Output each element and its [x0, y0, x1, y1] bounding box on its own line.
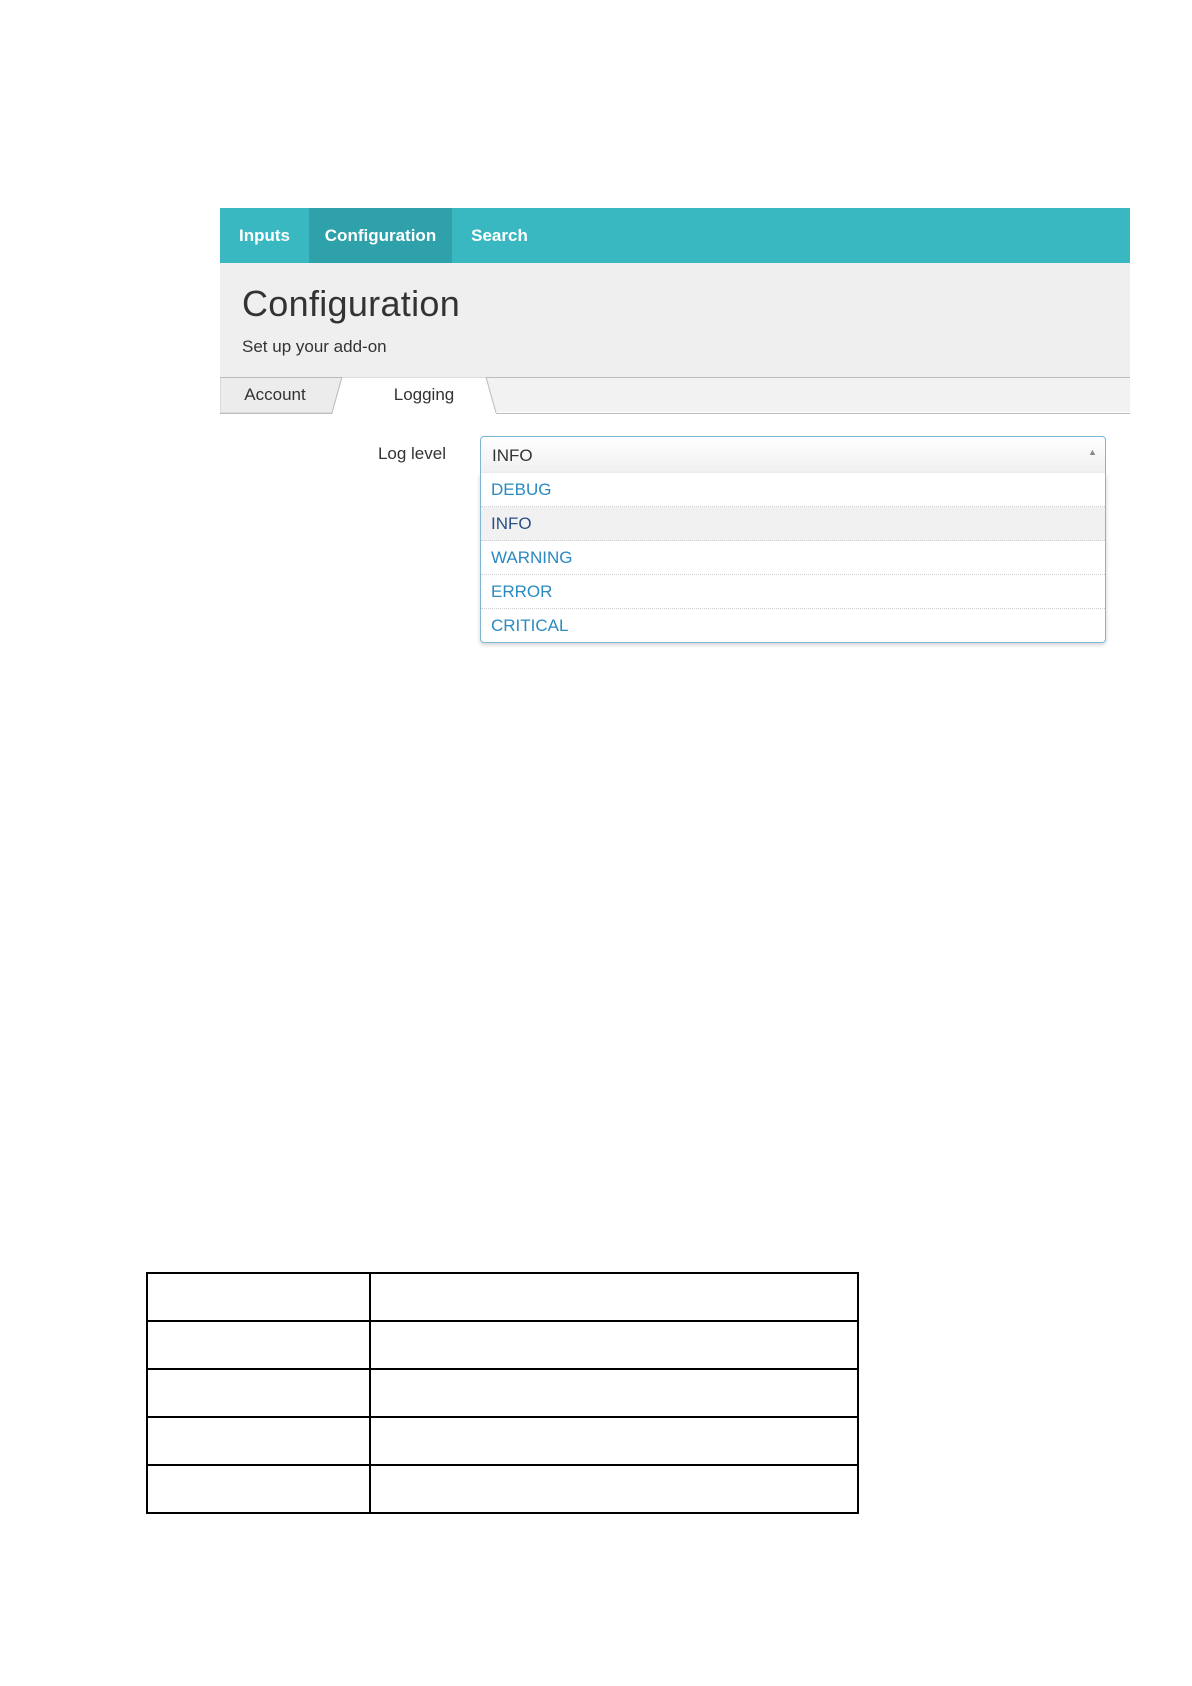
- option-debug[interactable]: DEBUG: [481, 473, 1105, 507]
- log-level-label: Log level: [377, 444, 446, 463]
- table-cell: [370, 1465, 858, 1513]
- table-row: [147, 1321, 858, 1369]
- table-cell: [147, 1417, 370, 1465]
- page-title: Configuration: [242, 283, 461, 324]
- addon-app-screenshot: [220, 208, 1130, 658]
- table-row: [147, 1465, 858, 1513]
- table-row: [147, 1417, 858, 1465]
- table-cell: [370, 1417, 858, 1465]
- table-cell: [147, 1321, 370, 1369]
- table-cell: [147, 1273, 370, 1321]
- empty-table: [146, 1272, 859, 1514]
- caret-up-icon: ▲: [1088, 447, 1097, 457]
- table-cell: [370, 1321, 858, 1369]
- option-warning[interactable]: WARNING: [481, 541, 1105, 575]
- option-critical[interactable]: CRITICAL: [491, 616, 569, 635]
- log-level-select[interactable]: [480, 436, 1106, 474]
- log-level-options: [480, 473, 1106, 643]
- nav-item-search[interactable]: Search: [471, 226, 528, 245]
- option-info[interactable]: INFO: [481, 507, 1105, 541]
- table-cell: [370, 1369, 858, 1417]
- tab-account[interactable]: Account: [244, 385, 306, 404]
- option-error[interactable]: ERROR: [481, 575, 1105, 609]
- nav-item-inputs[interactable]: Inputs: [239, 226, 290, 245]
- tab-bar: [220, 377, 1130, 415]
- page-header: [220, 263, 1130, 386]
- top-navbar: [220, 208, 1130, 263]
- log-level-value: INFO: [492, 446, 533, 465]
- page-subtitle: Set up your add-on: [242, 337, 387, 356]
- table-row: [147, 1273, 858, 1321]
- table-cell: [147, 1465, 370, 1513]
- table-cell: [147, 1369, 370, 1417]
- table-cell: [370, 1273, 858, 1321]
- table-row: [147, 1369, 858, 1417]
- nav-item-configuration[interactable]: Configuration: [309, 208, 452, 263]
- tab-logging[interactable]: Logging: [393, 385, 455, 404]
